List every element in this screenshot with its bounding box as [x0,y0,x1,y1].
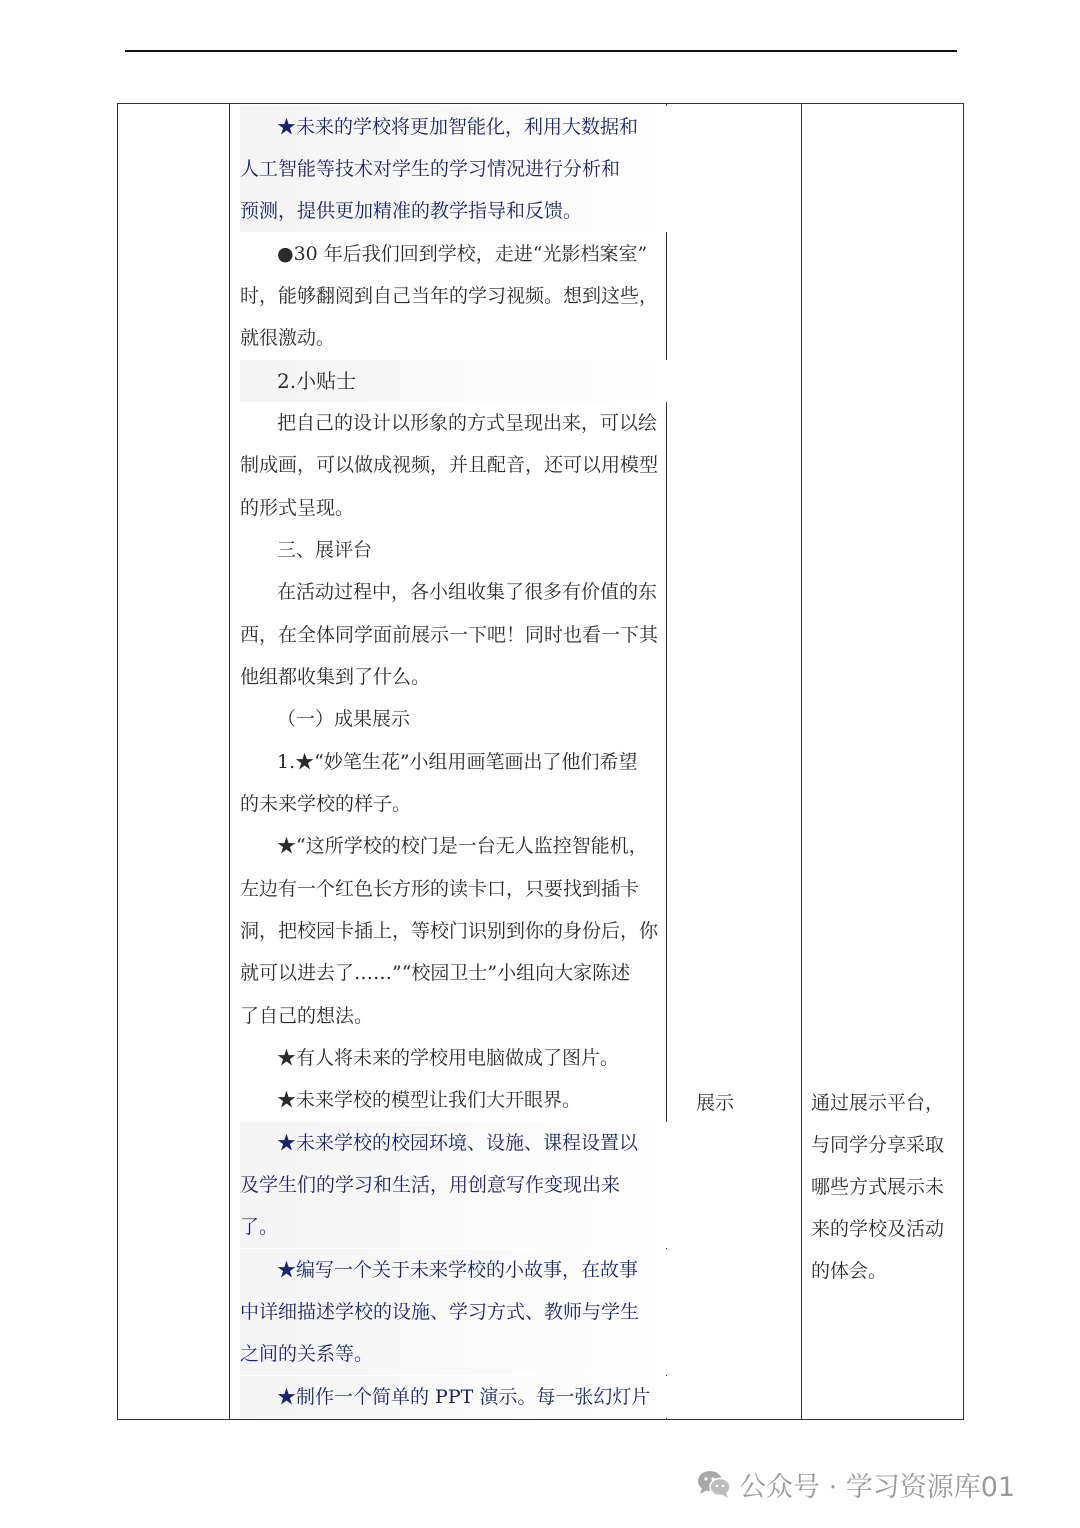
text-line: 洞，把校园卡插上，等校门识别到你的身份后，你 [240,920,659,942]
column-divider [229,104,230,1419]
text-line: ★有人将未来的学校用电脑做成了图片。 [277,1047,620,1069]
section-heading: 2.小贴士 [240,360,668,402]
section-heading: 三、展评台 [277,539,373,561]
text-line: 就可以进去了……”“校园卫士”小组向大家陈述 [240,962,631,984]
text-line: 的未来学校的样子。 [240,793,412,815]
column-divider [801,104,802,1419]
text-line: 的体会。 [811,1260,888,1282]
text-line: 哪些方式展示未 [811,1176,945,1198]
text-line: 人工智能等技术对学生的学习情况进行分析和 [240,148,668,190]
text-line: ★未来学校的校园环境、设施、课程设置以 [240,1122,668,1164]
text-line: 及学生们的学习和生活，用创意写作变现出来 [240,1164,668,1206]
activity-type-cell: 展示 [696,1092,735,1114]
text-line: 的形式呈现。 [240,497,355,519]
text-line: ★编写一个关于未来学校的小故事，在故事 [240,1249,668,1291]
text-line: 通过展示平台， [811,1092,945,1114]
text-line: ★制作一个简单的 PPT 演示。每一张幻灯片 [240,1376,668,1418]
text-line: 中详细描述学校的设施、学习方式、教师与学生 [240,1291,668,1333]
text-line: 1.★“妙笔生花”小组用画笔画出了他们希望 [277,751,638,773]
watermark-text: 公众号 · 学习资源库01 [739,1471,1016,1503]
text-line: ★未来的学校将更加智能化，利用大数据和 [240,106,668,148]
header-rule [125,50,957,52]
text-line: 与同学分享采取 [811,1134,945,1156]
lesson-table [117,103,964,1420]
text-line: 在活动过程中，各小组收集了很多有价值的东 [277,581,658,603]
design-intent-cell [811,1082,961,1292]
text-line: 西，在全体同学面前展示一下吧！同时也看一下其 [240,624,659,646]
text-line: 预测，提供更加精准的教学指导和反馈。 [240,190,668,232]
text-line: 了自己的想法。 [240,1005,374,1027]
text-line: 把自己的设计以形象的方式呈现出来，可以绘 [277,412,658,434]
text-line: 之间的关系等。 [240,1333,668,1375]
text-line: 了。 [240,1206,668,1248]
text-line: ★未来学校的模型让我们大开眼界。 [277,1089,582,1111]
text-line: 制成画，可以做成视频，并且配音，还可以用模型 [240,454,659,476]
text-line: ●30 年后我们回到学校，走进“光影档案室” [277,243,648,265]
text-line: 来的学校及活动 [811,1218,945,1240]
text-line: ★“这所学校的校门是一台无人监控智能机， [277,835,648,857]
watermark [697,1459,1015,1509]
text-line: 就很激动。 [240,327,336,349]
text-line: 他组都收集到了什么。 [240,666,431,688]
text-line: 左边有一个红色长方形的读卡口，只要找到插卡 [240,878,640,900]
section-heading: （一）成果展示 [277,708,411,730]
text-line: 时，能够翻阅到自己当年的学习视频。想到这些， [240,285,659,307]
wechat-icon [697,1469,731,1499]
